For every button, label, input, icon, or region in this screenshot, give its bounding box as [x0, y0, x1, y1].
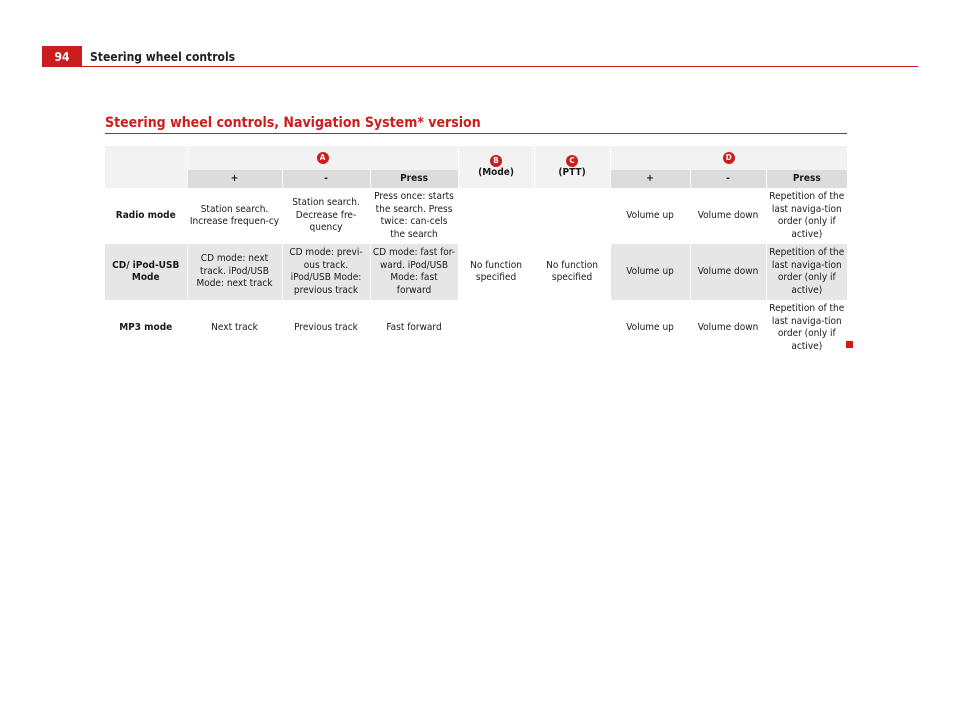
table-row: [105, 188, 847, 244]
mode-label: Radio mode: [105, 188, 187, 244]
section-rule: [105, 133, 847, 134]
cell-d-plus: Volume up: [610, 244, 690, 300]
group-header-d: [610, 146, 847, 170]
group-header-c: [534, 146, 610, 188]
cell-a-minus: Station search. Decrease fre-quency: [282, 188, 370, 244]
controls-table: [105, 146, 847, 356]
cell-b-value: No function specified: [458, 188, 534, 356]
cell-d-press: Repetition of the last naviga-tion order (only if active): [766, 188, 847, 244]
group-header-b: [458, 146, 534, 188]
cell-a-press: CD mode: fast for-ward. iPod/USB Mode: fast forward: [370, 244, 458, 300]
cell-d-minus: Volume down: [690, 300, 766, 356]
cell-d-minus: Volume down: [690, 244, 766, 300]
subheader-d-minus: -: [690, 170, 766, 188]
subheader-d-press: Press: [766, 170, 847, 188]
cell-a-plus: Station search. Increase frequen-cy: [187, 188, 282, 244]
subheader-empty-cell: [105, 170, 187, 188]
header-rule: [82, 66, 918, 67]
subheader-a-minus: -: [282, 170, 370, 188]
page-number: 94: [42, 46, 82, 67]
group-b-label: (Mode): [478, 167, 514, 178]
badge-b-icon: B: [490, 155, 502, 167]
cell-a-plus: CD mode: next track. iPod/USB Mode: next track: [187, 244, 282, 300]
chapter-title: Steering wheel controls: [90, 50, 236, 64]
badge-d-icon: D: [723, 152, 735, 164]
group-header-a: [187, 146, 458, 170]
mode-label: CD/ iPod-USB Mode: [105, 244, 187, 300]
cell-d-minus: Volume down: [690, 188, 766, 244]
cell-d-press: Repetition of the last naviga-tion order (only if active): [766, 300, 847, 356]
subheader-a-press: Press: [370, 170, 458, 188]
section-heading: Steering wheel controls, Navigation System* version: [105, 115, 481, 131]
mode-label: MP3 mode: [105, 300, 187, 356]
cell-d-plus: Volume up: [610, 300, 690, 356]
cell-a-minus: Previous track: [282, 300, 370, 356]
section-end-marker: [846, 341, 853, 348]
cell-d-plus: Volume up: [610, 188, 690, 244]
group-c-label: (PTT): [558, 167, 586, 178]
cell-a-minus: CD mode: previ-ous track. iPod/USB Mode: previous track: [282, 244, 370, 300]
badge-c-icon: C: [566, 155, 578, 167]
header-empty-cell: [105, 146, 187, 170]
subheader-d-plus: +: [610, 170, 690, 188]
badge-a-icon: A: [317, 152, 329, 164]
cell-c-value: No function specified: [534, 188, 610, 356]
subheader-a-plus: +: [187, 170, 282, 188]
cell-d-press: Repetition of the last naviga-tion order (only if active): [766, 244, 847, 300]
cell-a-press: Fast forward: [370, 300, 458, 356]
cell-a-plus: Next track: [187, 300, 282, 356]
cell-a-press: Press once: starts the search. Press twice: can-cels the search: [370, 188, 458, 244]
